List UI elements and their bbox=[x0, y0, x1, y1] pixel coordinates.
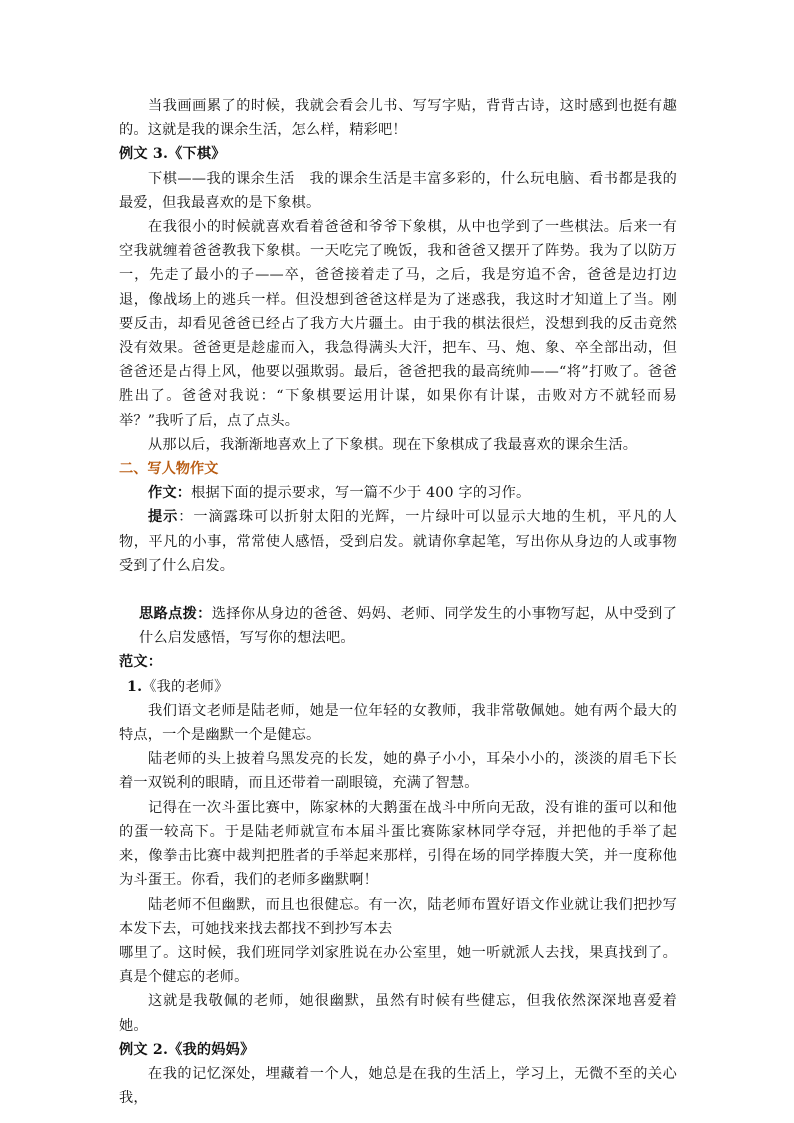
example-3-paragraph-2: 在我很小的时候就喜欢看着爸爸和爷爷下象棋，从中也学到了一些棋法。后来一有空我就缠着爸爸教我下象棋。一天吃完了晚饭，我和爸爸又摆开了阵势。我为了以防万一，先走了最小的子——卒，爸爸接着走了马，之后，我是穷追不舍，爸爸是边打边退，像战场上的逃兵一样。但没想到爸爸这样是为了迷惑我，我这时才知道上了当。刚要反击，却看见爸爸已经占了我方大片疆土。由于我的棋法很烂，没想到我的反击竟然没有效果。爸爸更是趁虚而入，我急得满头大汗，把车、马、炮、象、卒全部出动，但爸爸还是占得上风，他要以强欺弱。最后，爸爸把我的最高统帅——“将”打败了。爸爸胜出了。爸爸对我说：“下象棋要运用计谋，如果你有计谋，击败对方不就轻而易举？”我听了后，点了点头。 bbox=[119, 219, 677, 429]
paragraph-drawing: 当我画画累了的时候，我就会看会儿书、写写字贴，背背古诗，这时感到也挺有趣的。这就是我的课余生活，怎么样，精彩吧！ bbox=[119, 98, 677, 139]
example-2-title: 例文 2.《我的妈妈》 bbox=[119, 1041, 255, 1058]
model-1-title-text: 《我的老师》 bbox=[142, 678, 229, 695]
task-text: 根据下面的提示要求，写一篇不少于 400 字的习作。 bbox=[191, 485, 531, 502]
model-label: 范文： bbox=[119, 654, 163, 671]
model-1-title bbox=[119, 675, 677, 699]
model-1-paragraph-3: 记得在一次斗蛋比赛中，陈家林的大鹅蛋在战斗中所向无敌，没有谁的蛋可以和他的蛋一较高下。于是陆老师就宣布本届斗蛋比赛陈家林同学夺冠，并把他的手举了起来，像拳击比赛中裁判把胜者的手举起来那样，引得在场的同学捧腹大笑，并一度称他为斗蛋王。你看，我们的老师多幽默啊！ bbox=[119, 799, 677, 889]
task-paragraph bbox=[119, 481, 677, 505]
idea-text: 选择你从身边的爸爸、妈妈、老师、同学发生的小事物写起，从中受到了什么启发感悟，写写你的想法吧。 bbox=[139, 606, 677, 647]
hint-label: 提示 bbox=[148, 509, 179, 526]
example-2-paragraph-1: 在我的记忆深处，埋藏着一个人，她总是在我的生活上，学习上，无微不至的关心我， bbox=[119, 1065, 677, 1107]
hint-paragraph bbox=[119, 505, 677, 578]
task-label: 作文： bbox=[148, 485, 192, 502]
idea-paragraph bbox=[119, 602, 677, 650]
hint-text: ：一滴露珠可以折射太阳的光辉，一片绿叶可以显示大地的生机，平凡的人物，平凡的小事，常常使人感悟，受到启发。就请你拿起笔，写出你从身边的人或事物受到了什么启发。 bbox=[119, 509, 677, 574]
example-3-paragraph-1: 下棋——我的课余生活 我的课余生活是丰富多彩的，什么玩电脑、看书都是我的最爱，但我最喜欢的是下象棋。 bbox=[119, 170, 677, 211]
idea-label: 思路点拨： bbox=[139, 606, 212, 623]
spacer bbox=[119, 578, 677, 602]
model-1-number: 1. bbox=[127, 678, 143, 695]
document-content bbox=[119, 94, 677, 1110]
model-1-paragraph-4a: 陆老师不但幽默，而且也很健忘。有一次，陆老师布置好语文作业就让我们把抄写本发下去，可她找来找去都找不到抄写本去 bbox=[119, 896, 677, 937]
section-2-heading: 二、写人物作文 bbox=[119, 461, 219, 478]
model-1-paragraph-2: 陆老师的头上披着乌黑发亮的长发，她的鼻子小小，耳朵小小的，淡淡的眉毛下长着一双锐利的眼睛，而且还带着一副眼镜，充满了智慧。 bbox=[119, 751, 677, 792]
model-1-paragraph-4b: 哪里了。这时候，我们班同学刘家胜说在办公室里，她一听就派人去找，果真找到了。真是个健忘的老师。 bbox=[119, 944, 677, 986]
model-1-paragraph-5: 这就是我敬佩的老师，她很幽默，虽然有时候有些健忘，但我依然深深地喜爱着她。 bbox=[119, 993, 677, 1034]
model-1-paragraph-1: 我们语文老师是陆老师，她是一位年轻的女教师，我非常敬佩她。她有两个最大的特点，一个是幽默一个是健忘。 bbox=[119, 702, 677, 744]
example-3-paragraph-3: 从那以后，我渐渐地喜欢上了下象棋。现在下象棋成了我最喜欢的课余生活。 bbox=[148, 436, 638, 453]
example-3-title: 例文 3.《下棋》 bbox=[119, 146, 226, 163]
